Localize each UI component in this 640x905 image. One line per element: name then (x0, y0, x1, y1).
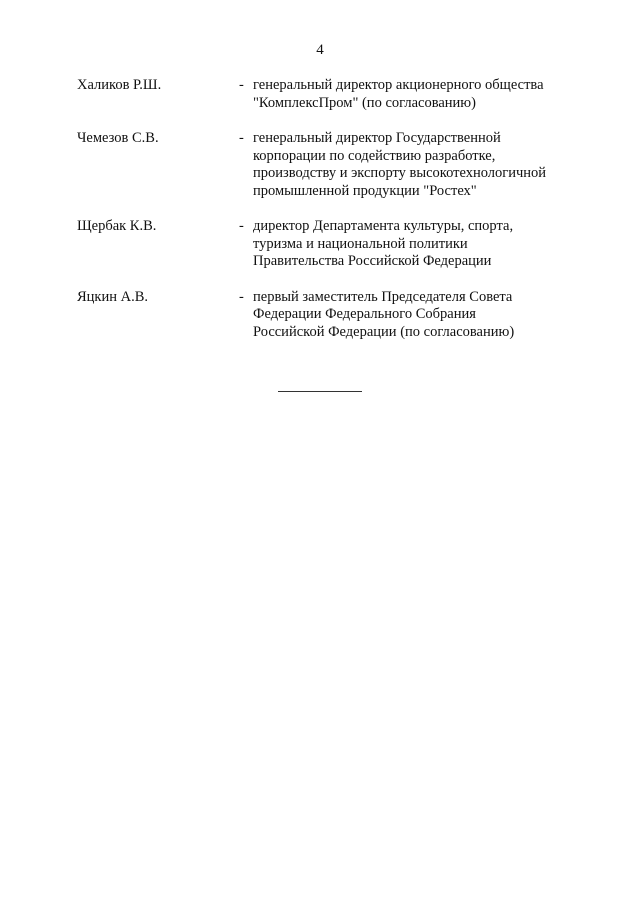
member-role-line: производству и экспорту высокотехнологичной (253, 165, 547, 181)
member-role-line: корпорации по содействию разработке, (253, 147, 496, 164)
member-dash: - (239, 218, 244, 234)
closing-rule (278, 391, 362, 392)
member-role-line: директор Департамента культуры, спорта, (253, 218, 514, 234)
member-role-line: Правительства Российской Федерации (253, 253, 492, 269)
member-entry (77, 130, 577, 200)
member-dash: - (239, 288, 244, 305)
member-role (253, 289, 577, 342)
page-number: 4 (316, 42, 324, 58)
member-name: Щербак К.В. (77, 218, 157, 234)
member-role-line: Российской Федерации (по согласованию) (253, 323, 515, 340)
member-list (77, 77, 577, 359)
member-role-line: туризма и национальной политики (253, 235, 468, 252)
member-name: Халиков Р.Ш. (77, 77, 162, 93)
member-role-line: генеральный директор Государственной (253, 130, 501, 146)
member-dash: - (239, 77, 244, 93)
member-entry (77, 218, 577, 271)
member-entry (77, 289, 577, 342)
member-role-line: промышленной продукции "Ростех" (253, 182, 477, 199)
member-role (253, 218, 577, 271)
member-role-line: "КомплексПром" (по согласованию) (253, 94, 476, 111)
member-name: Чемезов С.В. (77, 130, 159, 146)
member-role (253, 130, 577, 200)
member-dash: - (239, 130, 244, 146)
member-role-line: первый заместитель Председателя Совета (253, 288, 513, 305)
member-role (253, 77, 577, 112)
member-role-line: Федерации Федерального Собрания (253, 306, 476, 322)
member-entry (77, 77, 577, 112)
member-name: Яцкин А.В. (77, 288, 149, 305)
member-role-line: генеральный директор акционерного общества (253, 77, 544, 93)
